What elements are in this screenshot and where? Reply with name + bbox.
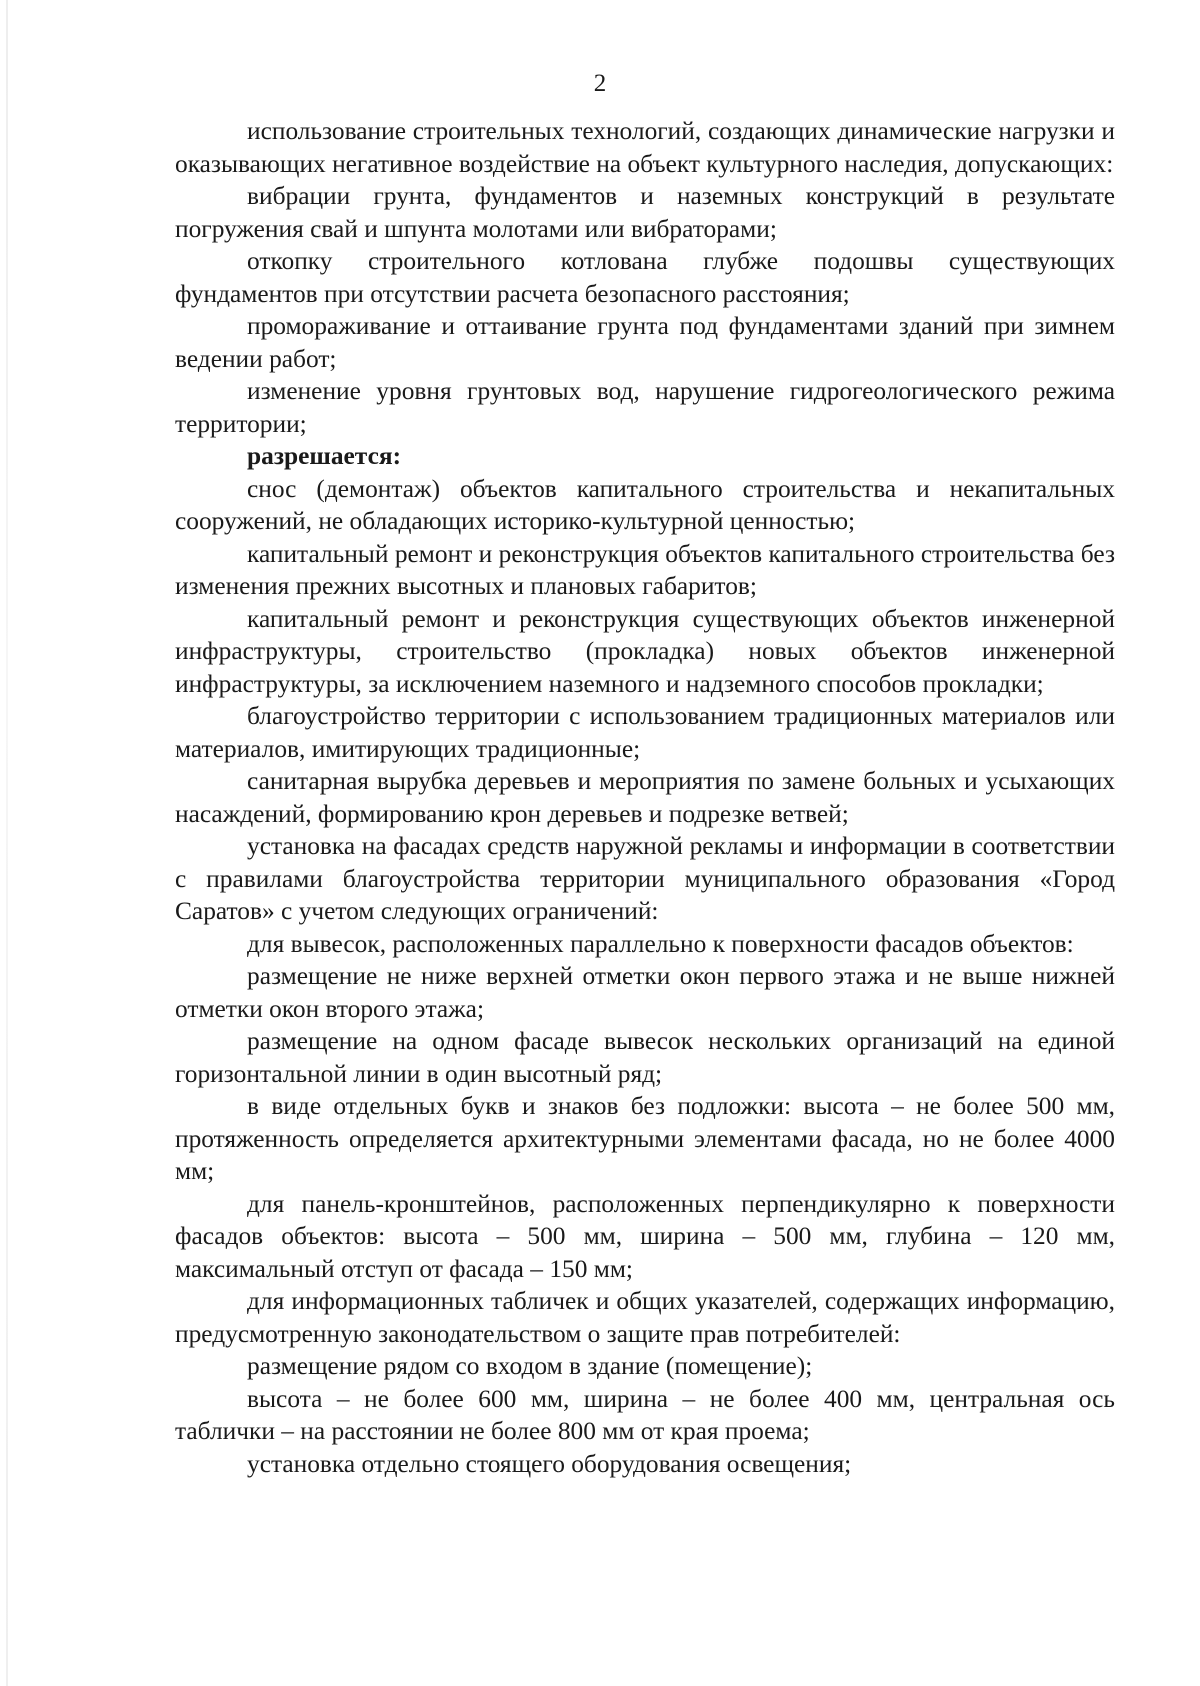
paragraph: в виде отдельных букв и знаков без подложки: высота – не более 500 мм, протяженность определяется архитектурными элементами фасада, но не более 4000 мм; [175, 1092, 1115, 1185]
paragraph: размещение рядом со входом в здание (помещение); [247, 1352, 813, 1380]
paragraph: промораживание и оттаивание грунта под фундаментами зданий при зимнем ведении работ; [175, 312, 1115, 373]
paragraph: откопку строительного котлована глубже подошвы существующих фундаментов при отсутствии расчета безопасного расстояния; [175, 247, 1115, 308]
paragraph: капитальный ремонт и реконструкция существующих объектов инженерной инфраструктуры, строительство (прокладка) новых объектов инженерной инфраструктуры, за исключением наземного и надземного способов прокладки; [175, 604, 1115, 698]
paragraph: установка на фасадах средств наружной рекламы и информации в соответствии с правилами благоустройства территории муниципального образования «Город Саратов» с учетом следующих ограничений: [175, 832, 1115, 925]
page-number: 2 [593, 70, 607, 97]
paragraph: благоустройство территории с использованием традиционных материалов или материалов, имитирующих традиционные; [175, 702, 1115, 763]
paragraph: изменение уровня грунтовых вод, нарушение гидрогеологического режима территории; [175, 377, 1115, 438]
paragraph: вибрации грунта, фундаментов и наземных конструкций в результате погружения свай и шпунта молотами или вибраторами; [175, 182, 1115, 243]
document-body [175, 115, 1115, 1480]
paragraph: снос (демонтаж) объектов капитального строительства и некапитальных сооружений, не обладающих историко-культурной ценностью; [175, 474, 1115, 535]
paragraph: для вывесок, расположенных параллельно к поверхности фасадов объектов: [247, 929, 1074, 958]
paragraph: санитарная вырубка деревьев и мероприятия по замене больных и усыхающих насаждений, формированию крон деревьев и подрезке ветвей; [175, 767, 1115, 828]
paragraph: размещение не ниже верхней отметки окон первого этажа и не выше нижней отметки окон второго этажа; [175, 962, 1115, 1023]
paragraph: капитальный ремонт и реконструкция объектов капитального строительства без изменения прежних высотных и плановых габаритов; [175, 539, 1115, 600]
scan-edge [6, 0, 8, 1686]
paragraph: для панель-кронштейнов, расположенных перпендикулярно к поверхности фасадов объектов: высота – 500 мм, ширина – 500 мм, глубина – 120 мм, максимальный отступ от фасада – 150 мм; [175, 1189, 1115, 1283]
paragraph: размещение на одном фасаде вывесок нескольких организаций на единой горизонтальной линии в один высотный ряд; [175, 1027, 1115, 1088]
paragraph: использование строительных технологий, создающих динамические нагрузки и оказывающих негативное воздействие на объект культурного наследия, допускающих: [175, 117, 1115, 178]
paragraph: высота – не более 600 мм, ширина – не более 400 мм, центральная ось таблички – на расстоянии не более 800 мм от края проема; [175, 1384, 1115, 1445]
paragraph: установка отдельно стоящего оборудования освещения; [247, 1449, 852, 1478]
paragraph: для информационных табличек и общих указателей, содержащих информацию, предусмотренную законодательством о защите прав потребителей: [175, 1287, 1115, 1348]
section-heading-allowed: разрешается: [247, 442, 402, 470]
